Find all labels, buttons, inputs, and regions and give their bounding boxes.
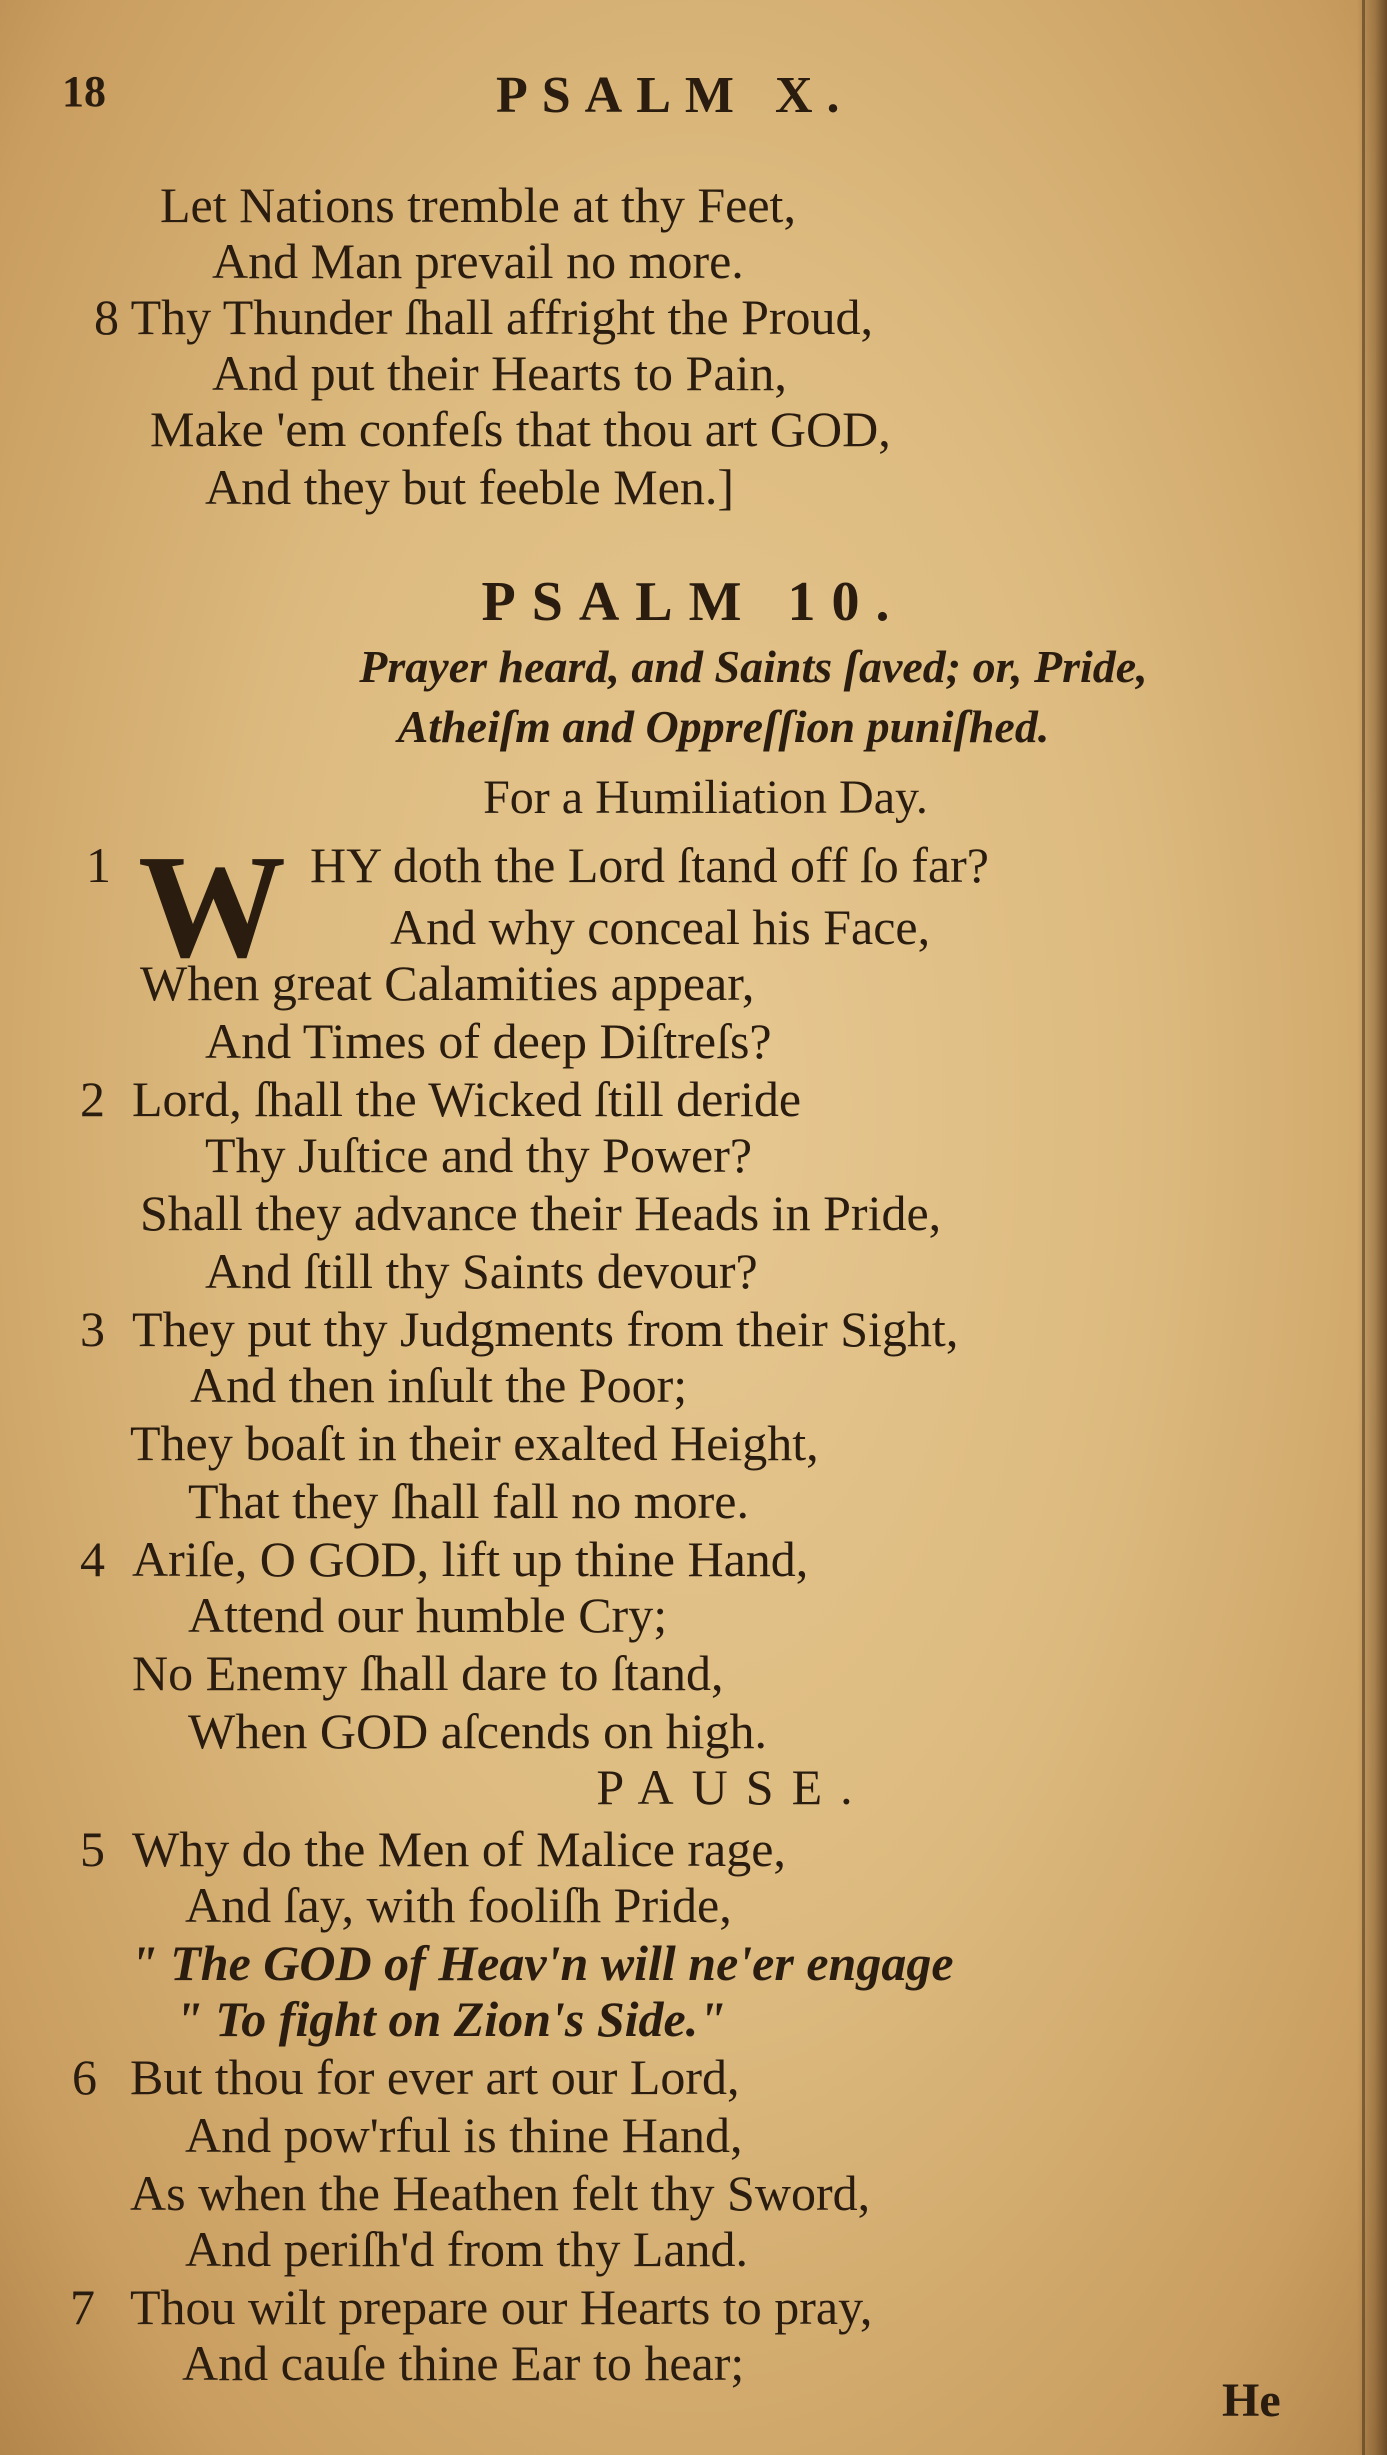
verse-line: They boaſt in their exalted Height, [130, 1415, 819, 1471]
verse-line: And ſtill thy Saints devour? [205, 1243, 758, 1299]
verse-line: When GOD aſcends on high. [188, 1703, 768, 1759]
verse-line: Make 'em confeſs that thou art GOD, [150, 401, 891, 457]
verse-number: 2 [80, 1071, 105, 1127]
verse-line: And periſh'd from thy Land. [185, 2221, 749, 2277]
page-header [0, 66, 1387, 136]
verse-number: 1 [86, 837, 111, 893]
verse-line: Lord, ſhall the Wicked ſtill deride [132, 1071, 802, 1127]
psalm-heading: PSALM 10. [481, 571, 906, 633]
verse-line: And Times of deep Diſtreſs? [205, 1013, 772, 1069]
verse-line: And ſay, with fooliſh Pride, [185, 1877, 732, 1933]
verse-number: 7 [70, 2279, 95, 2335]
verse-line: And why conceal his Face, [390, 899, 931, 955]
verse-line: Let Nations tremble at thy Feet, [160, 177, 796, 233]
psalm-subtitle: Prayer heard, and Saints ſaved; or, Pride, [359, 641, 1148, 692]
verse-line: But thou for ever art our Lord, [130, 2049, 740, 2105]
page-edge-line [1362, 0, 1365, 2455]
verse-line: 8 Thy Thunder ſhall affright the Proud, [94, 289, 874, 345]
verse-line: They put thy Judgments from their Sight, [132, 1301, 959, 1357]
page-number: 18 [62, 67, 106, 116]
verse-number: 4 [80, 1531, 105, 1587]
verse-line: And put their Hearts to Pain, [212, 345, 787, 401]
occasion-line: For a Humiliation Day. [483, 771, 928, 824]
verse-line-italic: " The GOD of Heav'n will ne'er engage [130, 1935, 954, 1991]
verse-number: 5 [80, 1821, 105, 1877]
verse-line: When great Calamities appear, [140, 955, 755, 1011]
verse-line-italic: " To fight on Zion's Side." [175, 1991, 727, 2047]
verse-line: That they ſhall fall no more. [188, 1473, 749, 1529]
verse-number: 6 [72, 2049, 97, 2105]
psalm-subtitle: Atheiſm and Oppreſſion puniſhed. [397, 701, 1050, 752]
verse-line: And Man prevail no more. [212, 233, 744, 289]
verse-line: And cauſe thine Ear to hear; [182, 2335, 745, 2391]
verse-line: And pow'rful is thine Hand, [185, 2107, 743, 2163]
verse-line: And then inſult the Poor; [190, 1357, 688, 1413]
verse-line: Attend our humble Cry; [188, 1587, 668, 1643]
verse-line: Ariſe, O GOD, lift up thine Hand, [132, 1531, 809, 1587]
verse-line: HY doth the Lord ſtand off ſo far? [310, 837, 989, 893]
verse-line: Thou wilt prepare our Hearts to pray, [130, 2279, 873, 2335]
verse-line: And they but feeble Men.] [205, 459, 735, 515]
verse-line: Why do the Men of Malice rage, [132, 1821, 786, 1877]
running-title: PSALM X. [496, 67, 854, 124]
verse-line: Thy Juſtice and thy Power? [205, 1127, 753, 1183]
verse-line: Shall they advance their Heads in Pride, [140, 1185, 942, 1241]
verse-line: As when the Heathen felt thy Sword, [130, 2165, 871, 2221]
drop-cap: W [138, 825, 286, 989]
pause-heading: PAUSE. [596, 1759, 871, 1815]
catchword: He [1222, 2374, 1281, 2427]
verse-line: No Enemy ſhall dare to ſtand, [132, 1645, 724, 1701]
verse-number: 3 [80, 1301, 105, 1357]
